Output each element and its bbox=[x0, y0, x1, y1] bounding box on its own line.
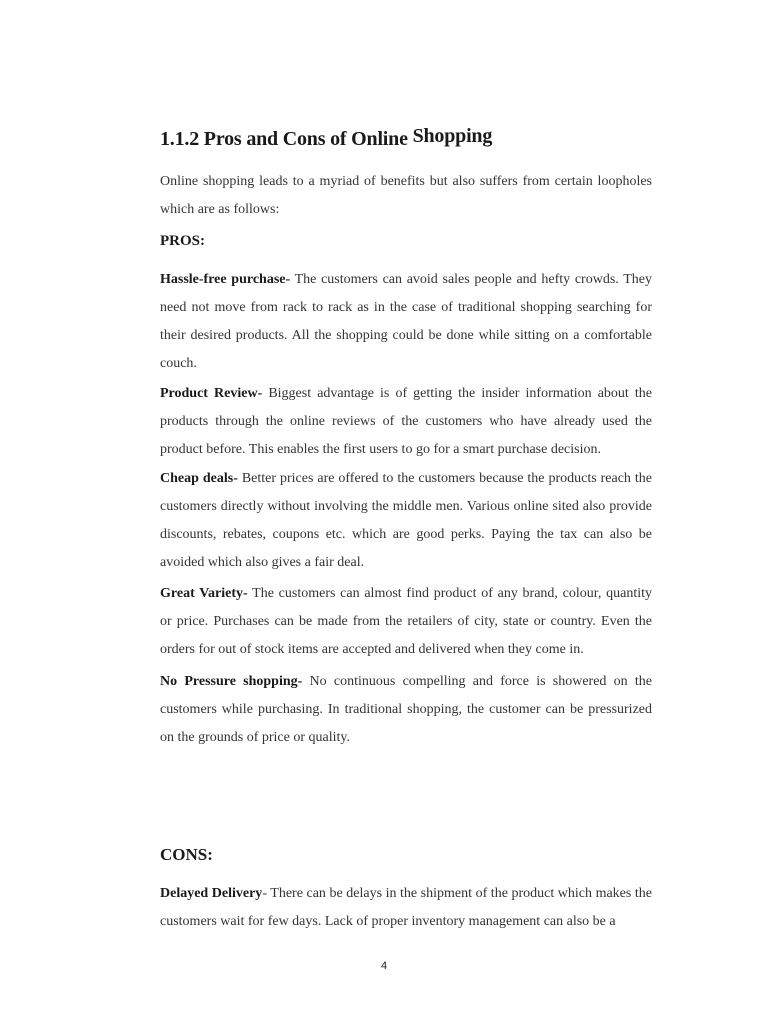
pros-label: PROS: bbox=[160, 233, 205, 249]
intro-paragraph: Online shopping leads to a myriad of benefits but also suffers from certain loopholes which are as follows: bbox=[160, 174, 652, 217]
pros-item-term: Product Review- bbox=[160, 386, 263, 401]
pros-item-term: No Pressure shopping- bbox=[160, 674, 303, 689]
cons-item-term: Delayed Delivery bbox=[160, 886, 263, 901]
pros-item-product-review bbox=[160, 380, 652, 464]
cons-item-delayed-delivery bbox=[160, 880, 652, 936]
pros-item-great-variety bbox=[160, 580, 652, 664]
pros-item-hassle-free bbox=[160, 266, 652, 378]
pros-item-term: Great Variety- bbox=[160, 586, 248, 601]
pros-item-no-pressure bbox=[160, 668, 652, 752]
pros-item-text: The customers can avoid sales people and hefty crowds. They need not move from rack to rack as in the case of traditional shopping searching for their desired products. All the shopping could be done while sitting on a comfortable couch. bbox=[160, 272, 652, 371]
section-heading bbox=[160, 125, 493, 151]
pros-item-text: Biggest advantage is of getting the insider information about the products through the online reviews of the customers who have already used the product before. This enables the first users to go for a smart purchase decision. bbox=[160, 386, 652, 457]
page-number: 4 bbox=[380, 960, 388, 972]
pros-item-text: The customers can almost find product of any brand, colour, quantity or price. Purchases can be made from the retailers of city, state or country. Even the orders for out of stock items are accepted and delivered when they come in. bbox=[160, 586, 652, 657]
section-heading-main: 1.1.2 Pros and Cons of Online bbox=[160, 128, 408, 150]
pros-item-cheap-deals bbox=[160, 465, 652, 577]
pros-item-term: Hassle-free purchase- bbox=[160, 272, 291, 287]
section-heading-last-word: Shopping bbox=[412, 125, 493, 147]
cons-label: CONS: bbox=[160, 845, 213, 864]
pros-item-text: Better prices are offered to the customers because the products reach the customers directly without involving the middle men. Various online sited also provide discounts, rebates, coupons etc. which are good perks. Paying the tax can also be avoided which also gives a fair deal. bbox=[160, 471, 652, 570]
cons-item-text: - There can be delays in the shipment of the product which makes the customers wait for few days. Lack of proper inventory management can also be a bbox=[160, 886, 652, 929]
pros-item-text: No continuous compelling and force is showered on the customers while purchasing. In traditional shopping, the customer can be pressurized on the grounds of price or quality. bbox=[160, 674, 653, 745]
pros-item-term: Cheap deals- bbox=[160, 471, 238, 486]
